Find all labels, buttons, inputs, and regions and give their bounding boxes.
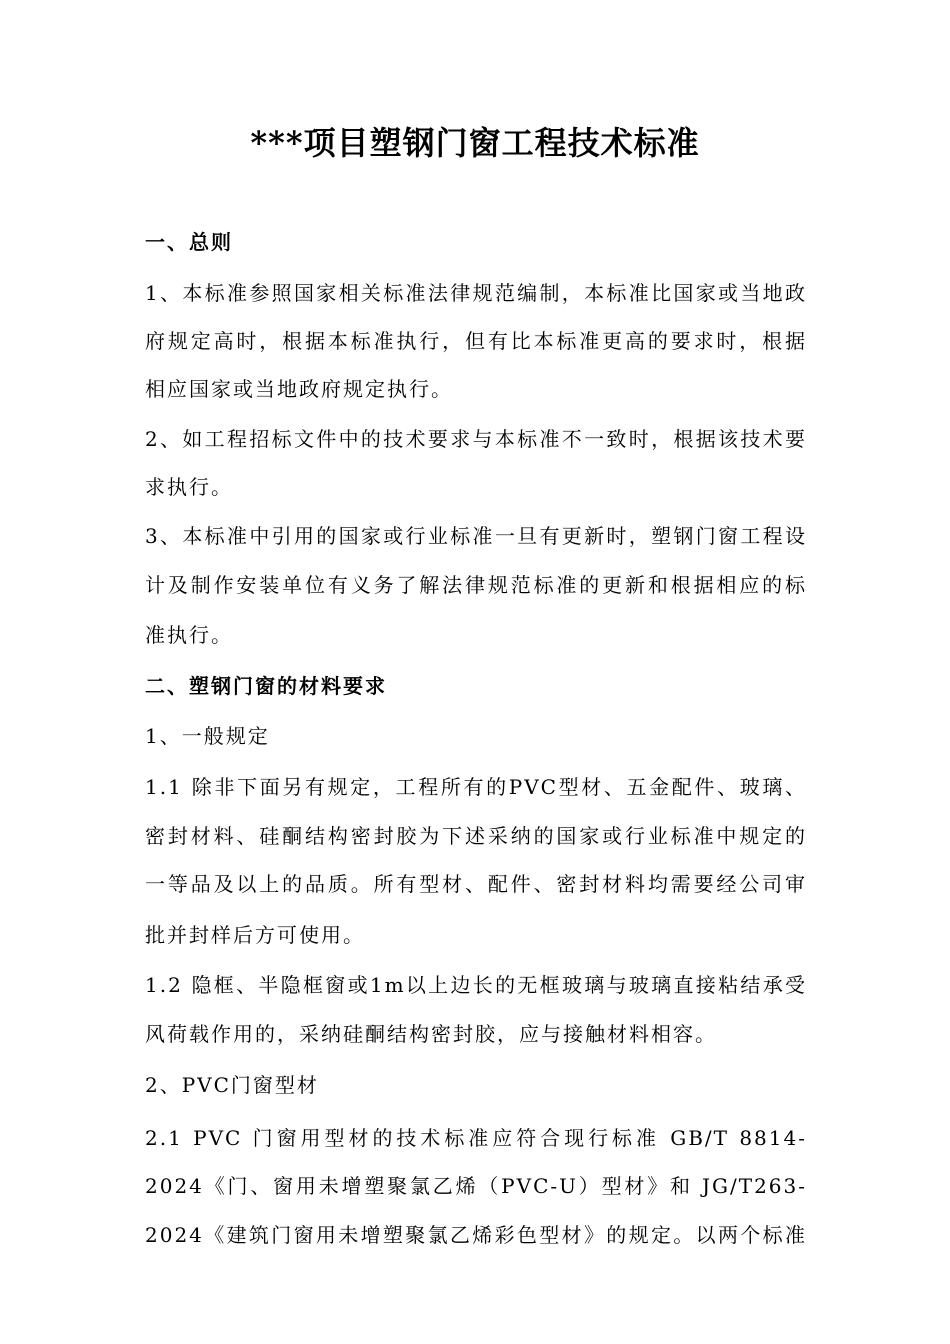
subsection-heading: 1、一般规定 [145, 724, 270, 748]
paragraph-line: 1.2 隐框、半隐框窗或1m以上边长的无框玻璃与玻璃直接粘结承受 [145, 973, 807, 997]
paragraph-line: 相应国家或当地政府规定执行。 [145, 377, 453, 401]
paragraph-line: 府规定高时，根据本标准执行，但有比本标准更高的要求时，根据 [145, 329, 807, 353]
paragraph-line: 1、本标准参照国家相关标准法律规范编制，本标准比国家或当地政 [145, 281, 807, 305]
paragraph-line: 准执行。 [145, 623, 233, 647]
subsection-heading: 2、PVC门窗型材 [145, 1073, 319, 1097]
paragraph-line: 风荷载作用的，采纳硅酮结构密封胶，应与接触材料相容。 [145, 1022, 717, 1046]
document-title: ***项目塑钢门窗工程技术标准 [250, 124, 700, 162]
paragraph-line: 计及制作安装单位有义务了解法律规范标准的更新和根据相应的标 [145, 573, 807, 597]
paragraph-line: 密封材料、硅酮结构密封胶为下述采纳的国家或行业标准中规定的 [145, 824, 807, 848]
paragraph-line: 批并封样后方可使用。 [145, 923, 365, 947]
paragraph-line: 2、如工程招标文件中的技术要求与本标准不一致时，根据该技术要 [145, 427, 807, 451]
paragraph-line: 求执行。 [145, 475, 233, 499]
paragraph-line: 2.1 PVC 门窗用型材的技术标准应符合现行标准 GB/T 8814- [145, 1126, 807, 1150]
paragraph-line: 2024《建筑门窗用未增塑聚氯乙烯彩色型材》的规定。以两个标准 [145, 1223, 807, 1247]
paragraph-line: 3、本标准中引用的国家或行业标准一旦有更新时，塑钢门窗工程设 [145, 524, 807, 548]
paragraph-line: 2024《门、窗用未增塑聚氯乙烯（PVC-U）型材》和 JG/T263- [145, 1174, 807, 1198]
paragraph-line: 一等品及以上的品质。所有型材、配件、密封材料均需要经公司审 [145, 872, 807, 896]
section-heading-materials: 二、塑钢门窗的材料要求 [145, 674, 387, 698]
section-heading-general: 一、总则 [145, 230, 233, 254]
paragraph-line: 1.1 除非下面另有规定，工程所有的PVC型材、五金配件、玻璃、 [145, 775, 807, 799]
